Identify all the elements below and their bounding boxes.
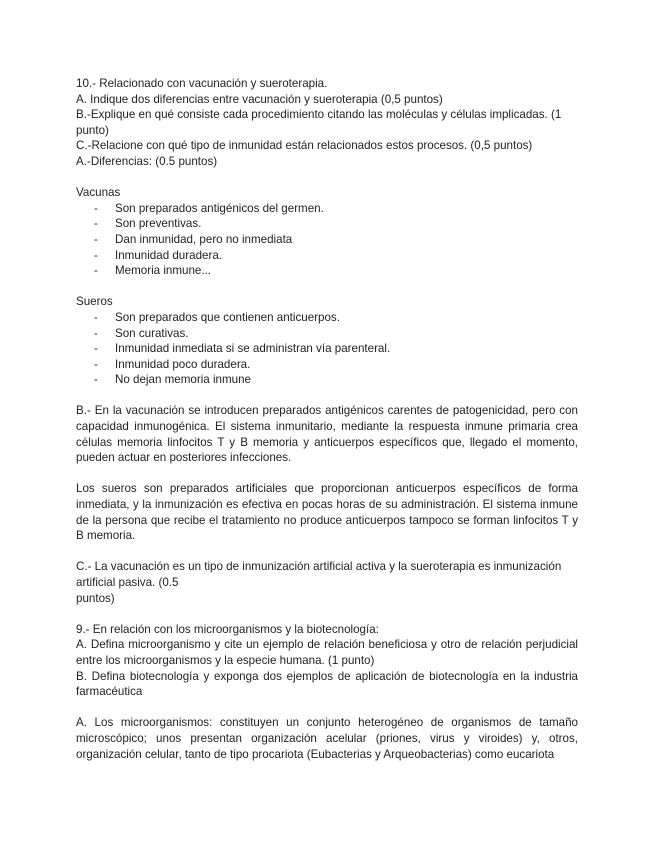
list-item: - Son preparados antigénicos del germen. xyxy=(94,201,324,215)
list-item: - Son curativas. xyxy=(94,326,189,340)
sueros-heading: Sueros xyxy=(76,295,113,309)
list-item: - Memoria inmune... xyxy=(94,264,212,278)
list-item: - Inmunidad inmediata si se administran vía parenteral. xyxy=(94,342,391,356)
question-10-part-a: A. Indique dos diferencias entre vacunación y sueroterapia (0,5 puntos) xyxy=(76,92,443,106)
vacunas-heading: Vacunas xyxy=(76,186,121,200)
answer-a-heading: A.-Diferencias: (0.5 puntos) xyxy=(76,154,218,168)
answer-b-vacunacion: B.- En la vacunación se introducen preparados antigénicos carentes de patogenicidad, pero con capacidad inmunogénica. El sistema inmunitario, mediante la respuesta inmune primaria crea células memoria linfocitos T y B memoria y anticuerpos específicos que, llegado el momento, pueden actuar en posteriores infecciones. xyxy=(76,404,578,465)
answer-c-line-2: artificial pasiva. (0.5 xyxy=(76,576,179,589)
list-item: - Son preparados que contienen anticuerpos. xyxy=(94,310,340,324)
question-9-title: 9.- En relación con los microorganismos y la biotecnología: xyxy=(76,622,379,636)
question-9-part-b: B. Defina biotecnología y exponga dos ejemplos de aplicación de biotecnología en la industria farmacéutica xyxy=(76,669,578,699)
list-item: - Inmunidad duradera. xyxy=(94,248,222,262)
question-10-part-c: C.-Relacione con qué tipo de inmunidad están relacionados estos procesos. (0,5 puntos) xyxy=(76,139,533,153)
sueros-list xyxy=(0,310,655,388)
question-10-part-b: B.-Explique en qué consiste cada procedimiento citando las moléculas y células implicadas. (1 xyxy=(76,108,562,122)
question-9-part-a: A. Defina microorganismo y cite un ejemplo de relación beneficiosa y otro de relación perjudicial entre los microorganismos y la especie humana. (1 punto) xyxy=(76,638,578,667)
question-10-title: 10.- Relacionado con vacunación y sueroterapia. xyxy=(76,77,328,90)
answer-c-line-1: C.- La vacunación es un tipo de inmunización artificial activa y la sueroterapia es inmunización xyxy=(76,560,562,574)
list-item: - Dan inmunidad, pero no inmediata xyxy=(94,232,293,246)
list-item: - Son preventivas. xyxy=(94,217,202,231)
answer-9-a: A. Los microorganismos: constituyen un conjunto heterogéneo de organismos de tamaño microscópico; unos presentan organización acelular (priones, virus y viroides) y, otros, organización celular, tanto de tipo procariota (Eubacterias y Arqueobacterias) como eucariota xyxy=(76,716,578,761)
answer-b-sueros: Los sueros son preparados artificiales que proporcionan anticuerpos específicos de forma inmediata, y la inmunización es efectiva en pocas horas de su administración. El sistema inmune de la persona que recibe el tratamiento no produce anticuerpos tampoco se forman linfocitos T y B memoria. xyxy=(76,482,578,543)
list-item: - No dejan memoria inmune xyxy=(94,373,251,387)
question-10-part-b-cont: punto) xyxy=(76,123,109,137)
list-item: - Inmunidad poco duradera. xyxy=(94,357,251,371)
vacunas-list xyxy=(0,201,655,279)
answer-c-line-3: puntos) xyxy=(76,591,115,605)
